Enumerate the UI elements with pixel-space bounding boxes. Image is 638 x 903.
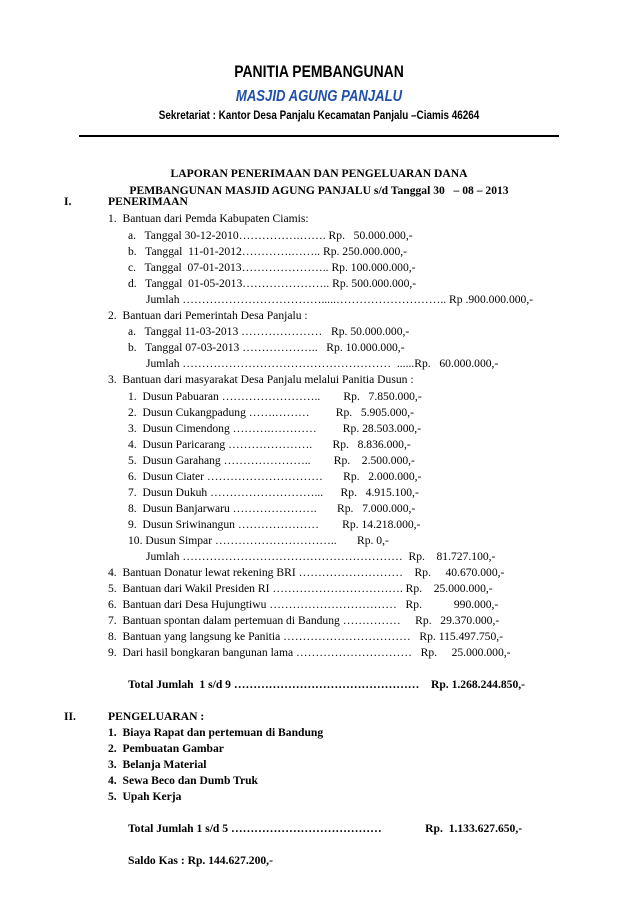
report-line: 4. Bantuan Donatur lewat rekening BRI ……………………… Rp. 40.670.000,-: [108, 566, 505, 579]
header-divider: [79, 135, 559, 137]
report-line: 8. Dusun Banjarwaru …………………. Rp. 7.000.000,-: [128, 502, 416, 515]
mosque-name: MASJID AGUNG PANJALU: [235, 88, 403, 105]
report-line: 1. Bantuan dari Pemda Kabupaten Ciamis:: [108, 212, 309, 225]
report-line: b. Tanggal 11-01-2012………….…….. Rp. 250.000.000,-: [128, 245, 408, 258]
report-line: Jumlah ……………………………….....……………………….. Rp .900.000.000,-: [146, 293, 534, 306]
report-line: 6. Dusun Ciater ………………………… Rp. 2.000.000,-: [128, 470, 422, 483]
report-line: 3. Belanja Material: [108, 758, 207, 771]
report-line: 4. Sewa Beco dan Dumb Truk: [108, 774, 258, 787]
report-line: 3. Bantuan dari masyarakat Desa Panjalu melalui Panitia Dusun :: [108, 373, 414, 386]
report-line: 7. Bantuan spontan dalam pertemuan di Bandung …………… Rp. 29.370.000,-: [108, 614, 500, 627]
report-line: a. Tanggal 11-03-2013 ………………… Rp. 50.000.000,-: [128, 325, 410, 338]
report-line: Jumlah ………………………………………………… Rp. 81.727.100,-: [146, 550, 496, 563]
report-line: Total Jumlah 1 s/d 9 ………………………………………… Rp. 1.268.244.850,-: [128, 678, 526, 691]
report-line: Jumlah ……………………………………………… ......Rp. 60.000.000,-: [146, 357, 499, 370]
report-line: 8. Bantuan yang langsung ke Panitia …………………………… Rp. 115.497.750,-: [108, 630, 504, 643]
report-line: 5. Bantuan dari Wakil Presiden RI ……………………………. Rp. 25.000.000,-: [108, 582, 493, 595]
report-line: a. Tanggal 30-12-2010…………….……. Rp. 50.000.000,-: [128, 229, 413, 242]
report-line: 5. Upah Kerja: [108, 790, 182, 803]
report-line: 1. Dusun Pabuaran …………………….. Rp. 7.850.000,-: [128, 390, 422, 403]
report-line: Total Jumlah 1 s/d 5 ………………………………… Rp. 1.133.627.650,-: [128, 822, 523, 835]
report-line: 3. Dusun Cimendong ……….………… Rp. 28.503.000,-: [128, 422, 422, 435]
report-line: 9. Dari hasil bongkaran bangunan lama ………………………… Rp. 25.000.000,-: [108, 646, 511, 659]
report-line: Saldo Kas : Rp. 144.627.200,-: [128, 854, 273, 867]
report-title-line-1: LAPORAN PENERIMAAN DAN PENGELUARAN DANA: [170, 167, 468, 180]
report-line: PENGELUARAN :: [108, 710, 205, 723]
report-line: 7. Dusun Dukuh ………………………... Rp. 4.915.100,-: [128, 486, 419, 499]
report-line: d. Tanggal 01-05-2013………………….. Rp. 500.000.000,-: [128, 277, 417, 290]
report-line: 6. Bantuan dari Desa Hujungtiwu …………………………… Rp. 990.000,-: [108, 598, 499, 611]
report-line: 2. Bantuan dari Pemerintah Desa Panjalu :: [108, 309, 308, 322]
report-line: I.: [64, 195, 72, 208]
report-title-line-2: PEMBANGUNAN MASJID AGUNG PANJALU s/d Tanggal 30 – 08 – 2013: [129, 184, 509, 197]
report-line: b. Tanggal 07-03-2013 ……………….. Rp. 10.000.000,-: [128, 341, 405, 354]
report-line: 9. Dusun Sriwinangun ………………… Rp. 14.218.000,-: [128, 518, 421, 531]
report-line: 5. Dusun Garahang ………………….. Rp. 2.500.000,-: [128, 454, 415, 467]
report-line: PENERIMAAN: [108, 195, 188, 208]
report-line: c. Tanggal 07-01-2013………………….. Rp. 100.000.000,-: [128, 261, 416, 274]
report-line: 4. Dusun Paricarang …………………. Rp. 8.836.000,-: [128, 438, 411, 451]
organization-title: PANITIA PEMBANGUNAN: [234, 62, 404, 81]
report-line: II.: [64, 710, 76, 723]
report-line: 1. Biaya Rapat dan pertemuan di Bandung: [108, 726, 324, 739]
report-line: 2. Dusun Cukangpadung …….……… Rp. 5.905.000,-: [128, 406, 414, 419]
report-line: 10. Dusun Simpar ………………………….. Rp. 0,-: [128, 534, 389, 547]
report-line: 2. Pembuatan Gambar: [108, 742, 224, 755]
secretariat-address: Sekretariat : Kantor Desa Panjalu Kecamatan Panjalu –Ciamis 46264: [158, 110, 480, 122]
